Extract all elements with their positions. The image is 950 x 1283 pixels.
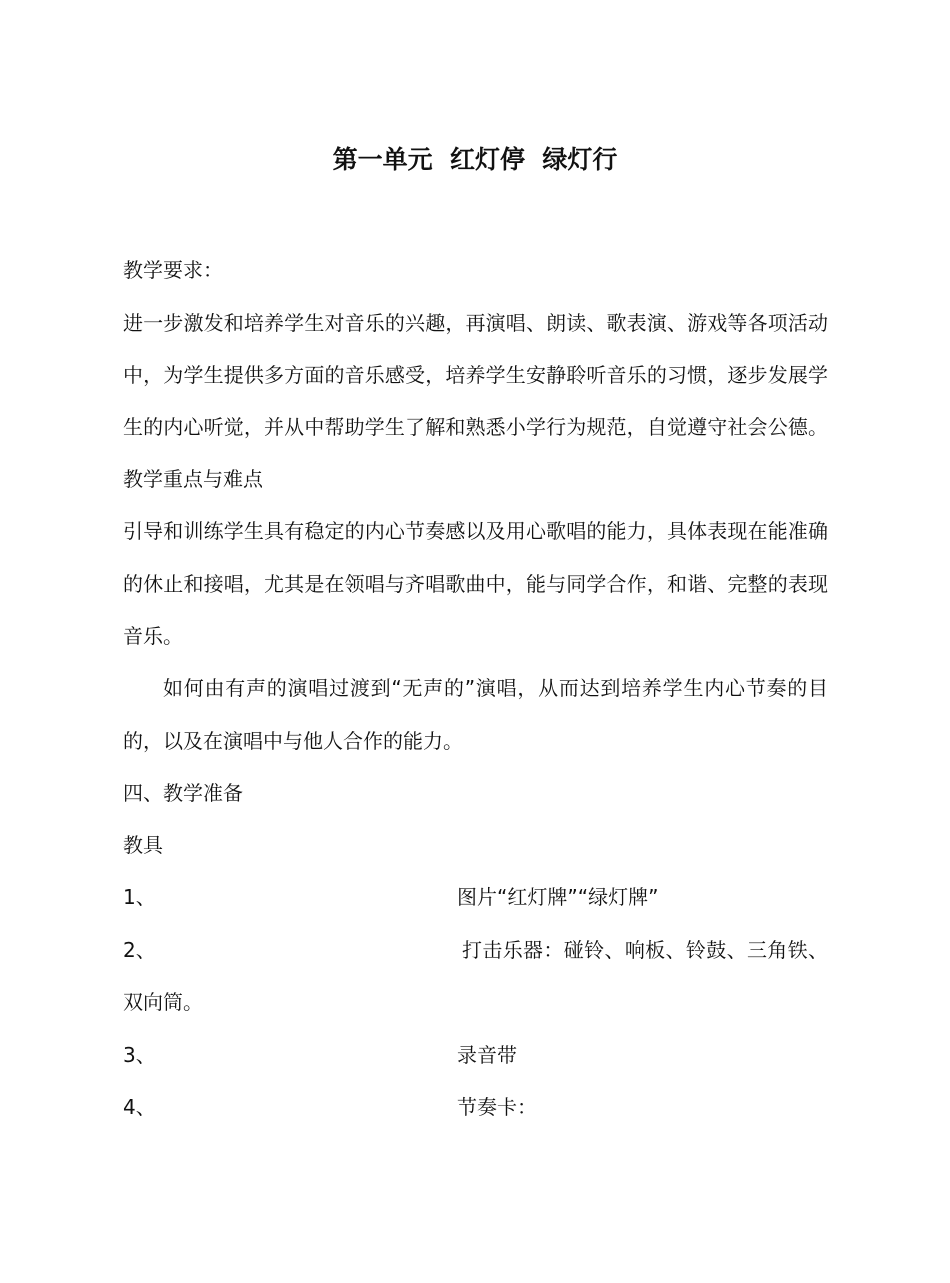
- requirements-line-2: 中，为学生提供多方面的音乐感受，培养学生安静聆听音乐的习惯，逐步发展学: [123, 363, 828, 387]
- requirements-line-3: 生的内心听觉，并从中帮助学生了解和熟悉小学行为规范，自觉遵守社会公德。: [123, 415, 828, 439]
- requirements-heading: 教学要求：: [123, 258, 223, 282]
- item-text-2-continuation: 双向筒。: [123, 990, 203, 1014]
- key-points-line-3: 音乐。: [123, 624, 183, 648]
- key-points-line-2: 的休止和接唱，尤其是在领唱与齐唱歌曲中，能与同学合作，和谐、完整的表现: [123, 572, 828, 596]
- item-text-4: 节奏卡：: [457, 1095, 537, 1119]
- document-title: 第一单元 红灯停 绿灯行: [332, 145, 618, 174]
- difficulty-line-1: 如何由有声的演唱过渡到“无声的”演唱，从而达到培养学生内心节奏的目: [163, 676, 828, 700]
- difficulty-line-2: 的，以及在演唱中与他人合作的能力。: [123, 729, 463, 753]
- key-points-line-1: 引导和训练学生具有稳定的内心节奏感以及用心歌唱的能力，具体表现在能准确: [123, 519, 828, 543]
- item-number-2: 2、: [123, 938, 156, 962]
- item-text-3: 录音带: [457, 1043, 517, 1067]
- key-points-heading: 教学重点与难点: [123, 467, 263, 491]
- item-number-1: 1、: [123, 885, 156, 909]
- item-text-2: 打击乐器：碰铃、响板、铃鼓、三角铁、: [462, 938, 828, 962]
- item-text-1: 图片“红灯牌”“绿灯牌”: [457, 885, 659, 909]
- teaching-aids-heading: 教具: [123, 833, 163, 857]
- preparation-heading: 四、教学准备: [123, 781, 243, 805]
- requirements-line-1: 进一步激发和培养学生对音乐的兴趣，再演唱、朗读、歌表演、游戏等各项活动: [123, 311, 828, 335]
- item-number-4: 4、: [123, 1095, 156, 1119]
- item-number-3: 3、: [123, 1043, 156, 1067]
